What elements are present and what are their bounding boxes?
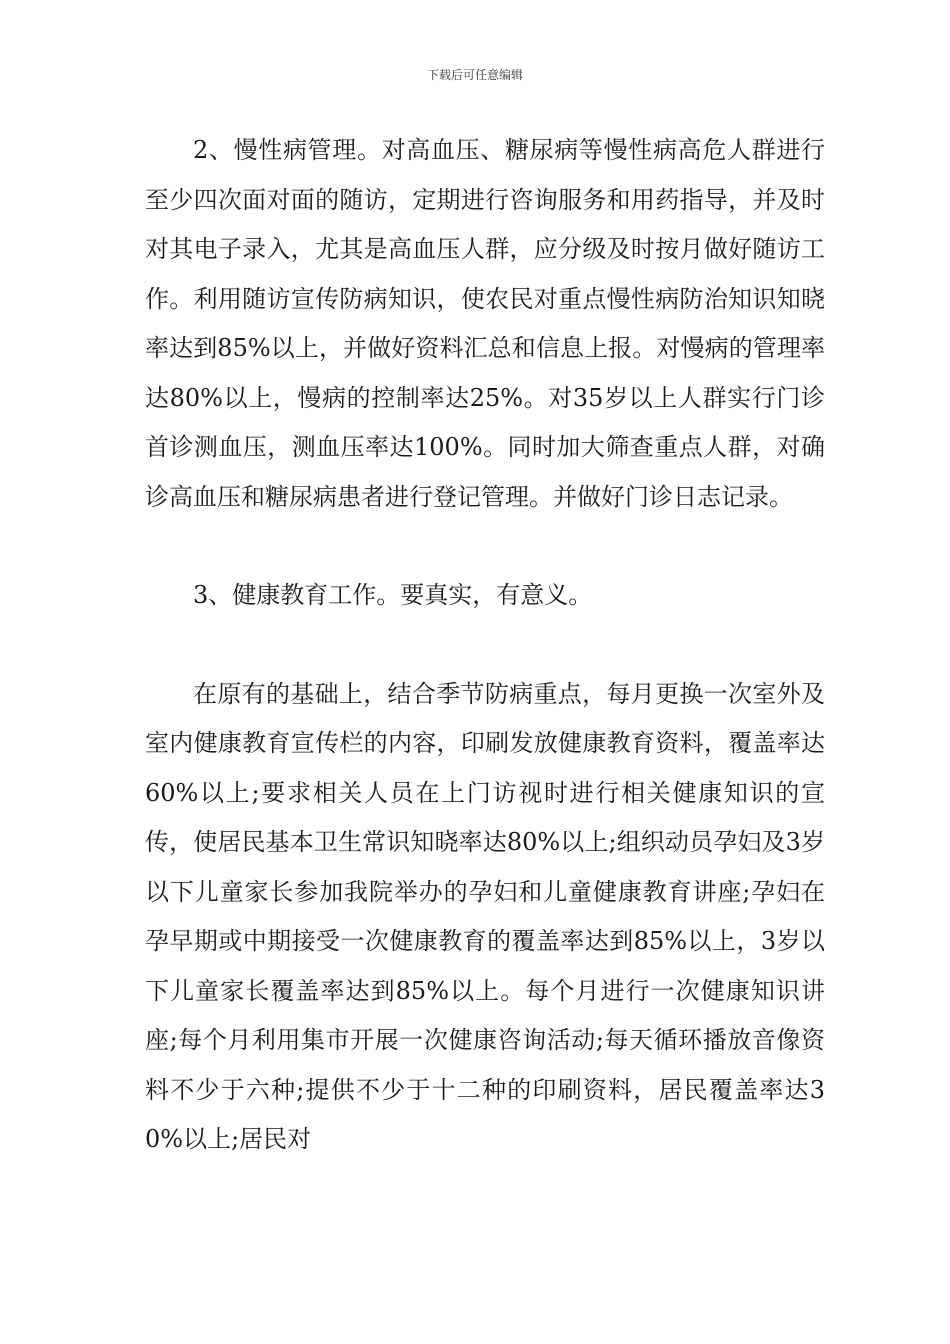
paragraph-health-education-heading: 3、健康教育工作。要真实，有意义。 (193, 581, 593, 609)
paragraph-health-education-detail: 在原有的基础上，结合季节防病重点，每月更换一次室外及室内健康教育宣传栏的内容，印刷发放健康教育资料，覆盖率达60%以上;要求相关人员在上门访视时进行相关健康知识的宣传，使居民基本卫生常识知晓率达80%以上;组织动员孕妇及3岁以下儿童家长参加我院举办的孕妇和儿童健康教育讲座;孕妇在孕早期或中期接受一次健康教育的覆盖率达到85%以上，3岁以下儿童家长覆盖率达到85%以上。每个月进行一次健康知识讲座;每个月利用集市开展一次健康咨询活动;每天循环播放音像资料不少于六种;提供不少于十二种的印刷资料，居民覆盖率达30%以上;居民对 (145, 679, 825, 1153)
document-body (145, 126, 825, 1165)
paragraph-gap (145, 522, 825, 571)
paragraph-chronic-disease: 2、慢性病管理。对高血压、糖尿病等慢性病高危人群进行至少四次面对面的随访，定期进行咨询服务和用药指导，并及时对其电子录入，尤其是高血压人群，应分级及时按月做好随访工作。利用随访宣传防病知识，使农民对重点慢性病防治知识知晓率达到85%以上，并做好资料汇总和信息上报。对慢病的管理率达80%以上，慢病的控制率达25%。对35岁以上人群实行门诊首诊测血压，测血压率达100%。同时加大筛查重点人群，对确诊高血压和糖尿病患者进行登记管理。并做好门诊日志记录。 (145, 136, 825, 511)
paragraph-gap (145, 621, 825, 670)
header-note: 下载后可任意编辑 (426, 68, 523, 82)
